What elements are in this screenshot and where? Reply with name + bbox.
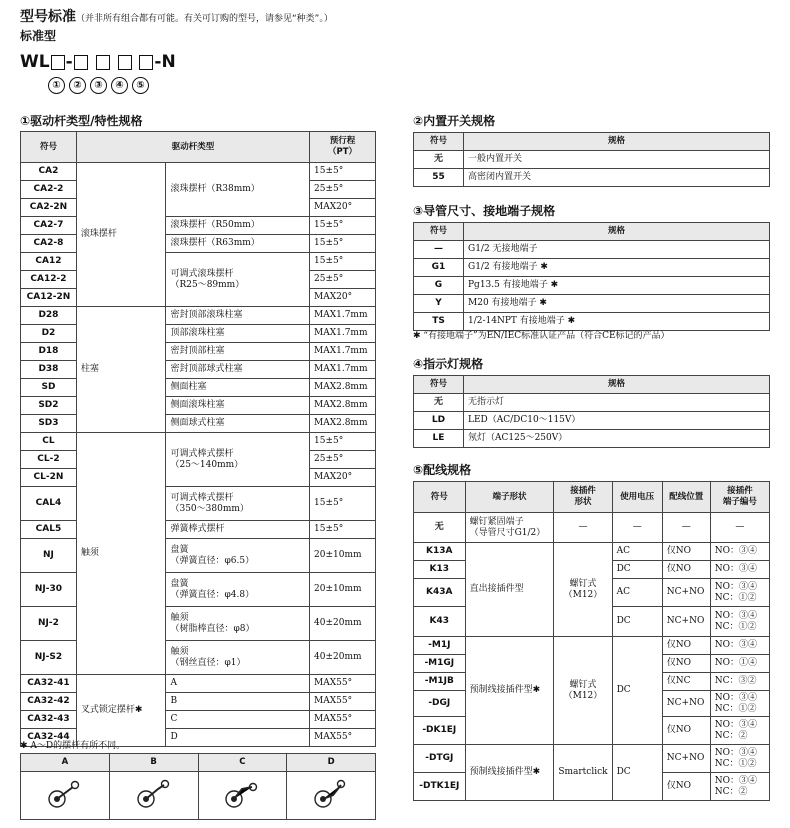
- lever-b-label: B: [109, 754, 198, 772]
- terminal-cell: 预制线接插件型✱: [465, 637, 554, 745]
- pt-cell: 25±5°: [310, 181, 376, 199]
- num-line-2: NC：①②: [714, 758, 757, 769]
- terminal-line-1: 螺钉紧固端子: [469, 516, 524, 527]
- type-line-2: （25～140mm）: [170, 459, 244, 470]
- num-cell: [710, 773, 769, 801]
- code-cell: LE: [414, 430, 464, 448]
- pt-cell: MAX55°: [310, 675, 376, 693]
- lever-c-label: C: [198, 754, 287, 772]
- code-cell: K43: [414, 607, 466, 637]
- code-cell: Y: [414, 295, 464, 313]
- code-cell: CA2-7: [21, 217, 77, 235]
- code-cell: NJ-30: [21, 573, 77, 607]
- spec-cell: LED（AC/DC10～115V）: [464, 412, 770, 430]
- type-line-1: 侧面球式柱塞: [170, 418, 225, 428]
- spec-cell: G1/2 无接地端子: [464, 241, 770, 259]
- code-cell: D28: [21, 307, 77, 325]
- wiring-cell: 仅NO: [662, 543, 710, 561]
- code-cell: CA12-2: [21, 271, 77, 289]
- pt-cell: 15±5°: [310, 163, 376, 181]
- lever-c-icon: [222, 777, 262, 811]
- slot-3: [96, 55, 110, 70]
- table-row: [21, 693, 376, 711]
- wiring-cell: 仅NO: [662, 717, 710, 745]
- lever-d-diagram: [287, 772, 376, 820]
- type-line-1: 滚珠摆杆（R38mm）: [170, 184, 260, 194]
- section-4-title: ④指示灯规格: [413, 357, 484, 371]
- type-line-1: 盘簧: [170, 544, 189, 555]
- table-row: [21, 521, 376, 539]
- voltage-cell: DC: [612, 637, 662, 745]
- title-text: 型号标准: [20, 9, 76, 25]
- model-code: WL - -N: [20, 52, 176, 72]
- code-cell: 无: [414, 151, 464, 169]
- header-spec: 规格: [464, 223, 770, 241]
- table-row: [21, 573, 376, 607]
- lever-a-diagram: [21, 772, 110, 820]
- code-cell: K43A: [414, 579, 466, 607]
- type-line-2: （R25～89mm）: [170, 279, 245, 290]
- position-3: ③: [90, 77, 107, 94]
- num-line-2: NC：②: [714, 786, 748, 797]
- num-line-2: NC：①②: [714, 592, 757, 603]
- table-row: [21, 607, 376, 641]
- group-cell: 叉式锁定摆杆✱: [76, 675, 166, 747]
- voltage-cell: DC: [612, 607, 662, 637]
- type-line-2: （钢丝直径：φ1）: [170, 657, 246, 668]
- table-row: [21, 325, 376, 343]
- connector-cell: [554, 543, 612, 637]
- type-line-1: B: [170, 696, 178, 706]
- code-cell: G: [414, 277, 464, 295]
- wiring-cell: 仅NO: [662, 637, 710, 655]
- spec-cell: 一般内置开关: [464, 151, 770, 169]
- header-code: 符号: [21, 132, 77, 163]
- pt-cell: MAX20°: [310, 289, 376, 307]
- section-2-title: ②内置开关规格: [413, 114, 496, 128]
- code-cell: -M1JB: [414, 673, 466, 691]
- connector-line-1: 螺钉式: [569, 679, 597, 690]
- voltage-cell: —: [612, 513, 662, 543]
- switch-spec-table: [413, 132, 770, 187]
- voltage-cell: DC: [612, 561, 662, 579]
- terminal-line-2: （导管尺寸G1/2）: [469, 527, 546, 538]
- code-cell: CAL4: [21, 487, 77, 521]
- type-cell: [166, 539, 310, 573]
- lever-a-icon: [45, 777, 85, 811]
- lever-diagram-table: [20, 753, 376, 820]
- code-cell: LD: [414, 412, 464, 430]
- spec-cell: 氖灯（AC125～250V）: [464, 430, 770, 448]
- type-cell: [166, 693, 310, 711]
- code-cell: -DTGJ: [414, 745, 466, 773]
- wiring-cell: —: [662, 513, 710, 543]
- pt-cell: MAX2.8mm: [310, 379, 376, 397]
- table-row: [21, 415, 376, 433]
- code-cell: SD3: [21, 415, 77, 433]
- type-cell: [166, 487, 310, 521]
- code-cell: CL-2N: [21, 469, 77, 487]
- voltage-cell: AC: [612, 543, 662, 561]
- pt-cell: 15±5°: [310, 521, 376, 539]
- type-cell: [166, 325, 310, 343]
- table-row: [21, 343, 376, 361]
- lever-d-label: D: [287, 754, 376, 772]
- header-spec: 规格: [464, 133, 770, 151]
- num-line-1: NO：③④: [714, 692, 757, 703]
- table-row: [21, 641, 376, 675]
- header-spec: 规格: [464, 376, 770, 394]
- type-line-1: 侧面柱塞: [170, 382, 207, 392]
- section-1-title: ①驱动杆类型/特性规格: [20, 114, 143, 128]
- type-cell: [166, 521, 310, 539]
- conduit-spec-table: [413, 222, 770, 331]
- code-cell: CA2-2N: [21, 199, 77, 217]
- table-row: [21, 433, 376, 451]
- pt-cell: 15±5°: [310, 253, 376, 271]
- wiring-cell: NC+NO: [662, 745, 710, 773]
- type-line-1: 触须: [170, 646, 189, 657]
- group-cell: 滚珠摆杆: [76, 163, 166, 307]
- pt-cell: MAX1.7mm: [310, 343, 376, 361]
- type-line-1: 可调式棒式摆杆: [170, 448, 234, 459]
- code-cell: —: [414, 241, 464, 259]
- position-1: ①: [48, 77, 65, 94]
- code-cell: CA32-44: [21, 729, 77, 747]
- type-line-1: 侧面滚珠柱塞: [170, 400, 225, 410]
- model-prefix: WL: [20, 52, 50, 72]
- spec-cell: Pg13.5 有接地端子 ✱: [464, 277, 770, 295]
- type-cell: [166, 235, 310, 253]
- num-line-1: NO：③④: [714, 581, 757, 592]
- pt-cell: 15±5°: [310, 487, 376, 521]
- num-cell: NO：③④: [710, 637, 769, 655]
- type-cell: [166, 343, 310, 361]
- lever-b-diagram: [109, 772, 198, 820]
- type-line-1: 密封顶部柱塞: [170, 346, 225, 356]
- pt-cell: 40±20mm: [310, 641, 376, 675]
- pt-cell: 25±5°: [310, 271, 376, 289]
- table-row: [21, 675, 376, 693]
- spec-cell: 高密闭内置开关: [464, 169, 770, 187]
- type-cell: [166, 163, 310, 217]
- code-cell: 55: [414, 169, 464, 187]
- lever-a-label: A: [21, 754, 110, 772]
- type-line-2: （弹簧直径：φ4.8）: [170, 589, 255, 600]
- voltage-cell: DC: [612, 745, 662, 801]
- code-cell: CL: [21, 433, 77, 451]
- code-cell: D38: [21, 361, 77, 379]
- num-line-1: NO：③④: [714, 610, 757, 621]
- num-line-2: NC：②: [714, 730, 748, 741]
- pt-cell: 15±5°: [310, 217, 376, 235]
- connector-line-1: 螺钉式: [569, 578, 597, 589]
- code-cell: 无: [414, 513, 466, 543]
- terminal-cell: 预制线接插件型✱: [465, 745, 554, 801]
- section-5-title: ⑤配线规格: [413, 463, 472, 477]
- type-cell: [166, 415, 310, 433]
- terminal-cell: 直出接插件型: [465, 543, 554, 637]
- slot-5: [139, 55, 153, 70]
- table-row: [21, 711, 376, 729]
- table-row: [21, 217, 376, 235]
- header-connector: 接插件 形状: [554, 482, 612, 513]
- header-code: 符号: [414, 133, 464, 151]
- num-cell: NO：③④: [710, 543, 769, 561]
- table-row: [21, 397, 376, 415]
- pt-cell: MAX55°: [310, 729, 376, 747]
- type-cell: [166, 433, 310, 487]
- type-cell: [166, 253, 310, 307]
- pt-cell: 40±20mm: [310, 607, 376, 641]
- lever-spec-table: [20, 131, 376, 747]
- group-cell: 柱塞: [76, 307, 166, 433]
- type-line-1: 滚珠摆杆（R63mm）: [170, 238, 260, 248]
- header-voltage: 使用电压: [612, 482, 662, 513]
- header-code: 符号: [414, 482, 466, 513]
- pt-cell: 20±10mm: [310, 573, 376, 607]
- code-cell: 无: [414, 394, 464, 412]
- pt-cell: MAX55°: [310, 693, 376, 711]
- num-cell: —: [710, 513, 769, 543]
- num-cell: NO：①④: [710, 655, 769, 673]
- type-line-1: 盘簧: [170, 578, 189, 589]
- pt-cell: MAX1.7mm: [310, 307, 376, 325]
- lever-c-diagram: [198, 772, 287, 820]
- group-cell: 触须: [76, 433, 166, 675]
- wiring-cell: NC+NO: [662, 691, 710, 717]
- position-markers: [48, 77, 149, 94]
- pt-cell: MAX1.7mm: [310, 325, 376, 343]
- type-cell: [166, 573, 310, 607]
- page-subtitle: 标准型: [20, 29, 57, 43]
- num-cell: NO：③④: [710, 561, 769, 579]
- code-cell: SD2: [21, 397, 77, 415]
- title-note: （并非所有组合都有可能。有关可订购的型号，请参见“种类”。）: [76, 14, 333, 24]
- wiring-cell: 仅NC: [662, 673, 710, 691]
- type-line-2: （树脂棒直径：φ8）: [170, 623, 255, 634]
- type-line-2: （350～380mm）: [170, 503, 249, 514]
- header-code: 符号: [414, 376, 464, 394]
- model-suffix: -N: [154, 52, 176, 72]
- type-cell: [166, 675, 310, 693]
- code-cell: CA2-2: [21, 181, 77, 199]
- type-line-1: A: [170, 678, 177, 688]
- table-row: [21, 487, 376, 521]
- pt-cell: 20±10mm: [310, 539, 376, 573]
- spec-cell: G1/2 有接地端子 ✱: [464, 259, 770, 277]
- wiring-cell: 仅NO: [662, 561, 710, 579]
- wiring-cell: 仅NO: [662, 773, 710, 801]
- pt-cell: MAX2.8mm: [310, 415, 376, 433]
- type-cell: [166, 711, 310, 729]
- header-type: 驱动杆类型: [76, 132, 309, 163]
- voltage-cell: AC: [612, 579, 662, 607]
- header-wiring: 配线位置: [662, 482, 710, 513]
- type-line-1: 弹簧棒式摆杆: [170, 524, 225, 534]
- type-line-1: 可调式滚珠摆杆: [170, 268, 234, 279]
- code-cell: D18: [21, 343, 77, 361]
- num-cell: [710, 691, 769, 717]
- connector-cell: Smartclick: [554, 745, 612, 801]
- num-line-2: NC：①②: [714, 621, 757, 632]
- position-5: ⑤: [132, 77, 149, 94]
- code-cell: -M1J: [414, 637, 466, 655]
- pt-cell: 25±5°: [310, 451, 376, 469]
- type-line-1: C: [170, 714, 178, 724]
- num-cell: [710, 579, 769, 607]
- table-row: [21, 307, 376, 325]
- pt-cell: MAX55°: [310, 711, 376, 729]
- num-cell: [710, 717, 769, 745]
- code-cell: K13: [414, 561, 466, 579]
- type-line-2: （弹簧直径：φ6.5）: [170, 555, 255, 566]
- pt-cell: 15±5°: [310, 433, 376, 451]
- table-row: [21, 235, 376, 253]
- terminal-cell: [465, 513, 554, 543]
- lever-b-icon: [134, 777, 174, 811]
- section-3-footnote: ✱ “有接地端子”为EN/IEC标准认证产品（符合CE标记的产品）: [413, 331, 670, 341]
- pt-cell: MAX20°: [310, 469, 376, 487]
- code-cell: NJ-2: [21, 607, 77, 641]
- type-line-1: 密封顶部球式柱塞: [170, 364, 243, 374]
- code-cell: CA12: [21, 253, 77, 271]
- header-terminal-num: 接插件 端子编号: [710, 482, 769, 513]
- section-1-footnote: ✱ A～D的摆杆有所不同。: [20, 741, 126, 751]
- header-code: 符号: [414, 223, 464, 241]
- code-cell: CAL5: [21, 521, 77, 539]
- connector-line-2: （M12）: [563, 690, 603, 701]
- type-cell: [166, 397, 310, 415]
- position-4: ④: [111, 77, 128, 94]
- code-cell: -M1GJ: [414, 655, 466, 673]
- type-cell: [166, 361, 310, 379]
- table-row: [21, 163, 376, 181]
- num-line-1: NO：③④: [714, 747, 757, 758]
- code-cell: NJ-S2: [21, 641, 77, 675]
- table-row: [21, 379, 376, 397]
- code-cell: -DGJ: [414, 691, 466, 717]
- pt-cell: 15±5°: [310, 235, 376, 253]
- page-title: [20, 6, 333, 26]
- code-cell: SD: [21, 379, 77, 397]
- num-line-1: NO：③④: [714, 719, 757, 730]
- slot-1: [51, 55, 65, 70]
- type-line-1: 密封顶部滚珠柱塞: [170, 310, 243, 320]
- code-cell: CA2: [21, 163, 77, 181]
- position-2: ②: [69, 77, 86, 94]
- type-line-1: 顶部滚珠柱塞: [170, 328, 225, 338]
- wiring-cell: NC+NO: [662, 579, 710, 607]
- lever-d-icon: [311, 777, 351, 811]
- spec-cell: 无指示灯: [464, 394, 770, 412]
- num-cell: [710, 745, 769, 773]
- table-row: [21, 253, 376, 271]
- type-cell: [166, 379, 310, 397]
- code-cell: CA2-8: [21, 235, 77, 253]
- wiring-cell: NC+NO: [662, 607, 710, 637]
- num-cell: NC：③②: [710, 673, 769, 691]
- num-cell: [710, 607, 769, 637]
- table-row: [21, 361, 376, 379]
- code-cell: CL-2: [21, 451, 77, 469]
- pt-cell: MAX1.7mm: [310, 361, 376, 379]
- code-cell: K13A: [414, 543, 466, 561]
- slot-2: [74, 55, 88, 70]
- connector-cell: —: [554, 513, 612, 543]
- wiring-cell: 仅NO: [662, 655, 710, 673]
- num-line-2: NC：①②: [714, 703, 757, 714]
- type-cell: [166, 641, 310, 675]
- pt-cell: MAX20°: [310, 199, 376, 217]
- code-cell: TS: [414, 313, 464, 331]
- type-line-1: 可调式棒式摆杆: [170, 492, 234, 503]
- code-cell: CA12-2N: [21, 289, 77, 307]
- wiring-spec-table: [413, 481, 770, 801]
- spec-cell: 1/2-14NPT 有接地端子 ✱: [464, 313, 770, 331]
- type-cell: [166, 217, 310, 235]
- code-cell: -DTK1EJ: [414, 773, 466, 801]
- code-cell: CA32-41: [21, 675, 77, 693]
- code-cell: CA32-43: [21, 711, 77, 729]
- type-cell: [166, 607, 310, 641]
- type-line-1: 触须: [170, 612, 189, 623]
- section-3-title: ③导管尺寸、接地端子规格: [413, 204, 556, 218]
- header-pt: 预行程 （PT）: [310, 132, 376, 163]
- num-line-1: NO：③④: [714, 775, 757, 786]
- code-cell: CA32-42: [21, 693, 77, 711]
- code-cell: NJ: [21, 539, 77, 573]
- code-cell: D2: [21, 325, 77, 343]
- table-row: [21, 539, 376, 573]
- spec-cell: M20 有接地端子 ✱: [464, 295, 770, 313]
- type-line-1: D: [170, 732, 178, 742]
- code-cell: -DK1EJ: [414, 717, 466, 745]
- slot-4: [118, 55, 132, 70]
- type-line-1: 滚珠摆杆（R50mm）: [170, 220, 260, 230]
- type-cell: [166, 729, 310, 747]
- indicator-spec-table: [413, 375, 770, 448]
- pt-cell: MAX2.8mm: [310, 397, 376, 415]
- type-cell: [166, 307, 310, 325]
- header-terminal: 端子形状: [465, 482, 554, 513]
- connector-cell: [554, 637, 612, 745]
- code-cell: G1: [414, 259, 464, 277]
- connector-line-2: （M12）: [563, 589, 603, 600]
